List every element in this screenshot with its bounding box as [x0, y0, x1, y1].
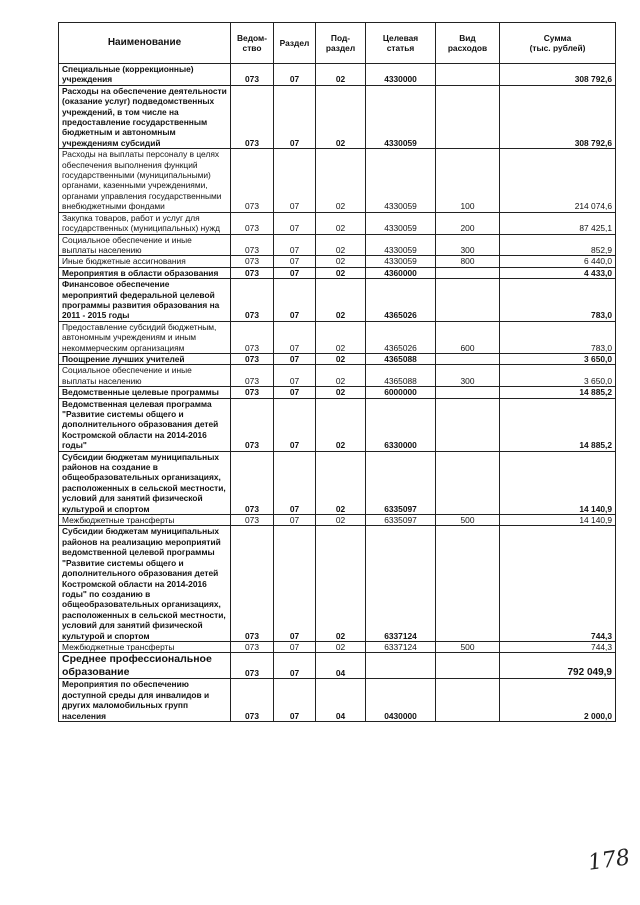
row-dept: 073 — [231, 387, 274, 398]
row-subsection: 02 — [316, 279, 366, 322]
row-name: Иные бюджетные ассигнования — [59, 256, 231, 267]
row-sum: 744,3 — [500, 526, 616, 641]
row-target: 4365026 — [366, 279, 436, 322]
row-subsection: 02 — [316, 526, 366, 641]
row-section: 07 — [274, 234, 316, 256]
row-target: 6335097 — [366, 451, 436, 514]
table-row — [59, 679, 616, 722]
row-name: Субсидии бюджетам муниципальных районов на реализацию мероприятий ведомственной целевой программы "Развитие системы общего и дополнительного образования детей Костромской области на 2014-2016 годы" по созданию в общеобразовательных организациях, расположенных в сельской местности, условий для занятий физической культурой и спортом — [59, 526, 231, 641]
row-section: 07 — [274, 365, 316, 387]
row-name: Социальное обеспечение и иные выплаты населению — [59, 365, 231, 387]
table-row — [59, 256, 616, 267]
table-row — [59, 85, 616, 148]
table-row — [59, 267, 616, 278]
row-kind — [436, 279, 500, 322]
row-name: Ведомственная целевая программа "Развитие системы общего и дополнительного образования детей Костромской области на 2014-2016 годы" — [59, 398, 231, 451]
table-row — [59, 526, 616, 641]
table-row — [59, 149, 616, 212]
row-subsection: 02 — [316, 515, 366, 526]
row-kind: 100 — [436, 149, 500, 212]
row-name: Предоставление субсидий бюджетным, автономным учреждениям и иным некоммерческим организациям — [59, 321, 231, 353]
header-subsection: Под- раздел — [316, 23, 366, 64]
row-sum: 2 000,0 — [500, 679, 616, 722]
row-target — [366, 653, 436, 679]
row-name: Финансовое обеспечение мероприятий федеральной целевой программы развития образования на 2011 - 2015 годы — [59, 279, 231, 322]
row-dept: 073 — [231, 267, 274, 278]
row-target: 4365026 — [366, 321, 436, 353]
table-row — [59, 451, 616, 514]
row-kind — [436, 398, 500, 451]
row-kind: 500 — [436, 641, 500, 652]
page-number: 178 — [586, 845, 632, 876]
header-section: Раздел — [274, 23, 316, 64]
row-name: Ведомственные целевые программы — [59, 387, 231, 398]
row-dept: 073 — [231, 64, 274, 86]
row-dept: 073 — [231, 653, 274, 679]
row-name: Специальные (коррекционные) учреждения — [59, 64, 231, 86]
header-name: Наименование — [59, 23, 231, 64]
row-kind: 600 — [436, 321, 500, 353]
row-sum: 308 792,6 — [500, 85, 616, 148]
row-name: Расходы на выплаты персоналу в целях обеспечения выполнения функций государственными (муниципальными) органами, казенными учреждениями, органами управления государственными внебюджетными фондами — [59, 149, 231, 212]
row-name: Субсидии бюджетам муниципальных районов на создание в общеобразовательных организациях, расположенных в сельской местности, условий для занятий физической культурой и спортом — [59, 451, 231, 514]
row-subsection: 02 — [316, 641, 366, 652]
row-subsection: 04 — [316, 679, 366, 722]
row-subsection: 02 — [316, 451, 366, 514]
row-section: 07 — [274, 451, 316, 514]
row-name: Закупка товаров, работ и услуг для государственных (муниципальных) нужд — [59, 212, 231, 234]
budget-table — [58, 22, 616, 722]
table-row — [59, 279, 616, 322]
row-kind: 300 — [436, 234, 500, 256]
row-target: 4330059 — [366, 234, 436, 256]
header-target: Целевая статья — [366, 23, 436, 64]
row-sum: 14 885,2 — [500, 387, 616, 398]
row-target: 6337124 — [366, 641, 436, 652]
row-subsection: 02 — [316, 267, 366, 278]
row-kind: 800 — [436, 256, 500, 267]
row-sum: 14 140,9 — [500, 515, 616, 526]
row-name: Межбюджетные трансферты — [59, 515, 231, 526]
row-sum: 744,3 — [500, 641, 616, 652]
table-row — [59, 653, 616, 679]
row-subsection: 02 — [316, 149, 366, 212]
table-row — [59, 515, 616, 526]
row-dept: 073 — [231, 641, 274, 652]
row-sum: 14 140,9 — [500, 451, 616, 514]
row-section: 07 — [274, 515, 316, 526]
row-dept: 073 — [231, 212, 274, 234]
row-kind — [436, 64, 500, 86]
row-dept: 073 — [231, 526, 274, 641]
row-name: Среднее профессиональное образование — [59, 653, 231, 679]
row-dept: 073 — [231, 365, 274, 387]
row-section: 07 — [274, 398, 316, 451]
row-section: 07 — [274, 149, 316, 212]
row-name: Межбюджетные трансферты — [59, 641, 231, 652]
row-name: Мероприятия по обеспечению доступной среды для инвалидов и других маломобильных групп населения — [59, 679, 231, 722]
table-header-row — [59, 23, 616, 64]
table-row — [59, 365, 616, 387]
row-subsection: 02 — [316, 353, 366, 364]
row-kind — [436, 85, 500, 148]
row-target: 4365088 — [366, 353, 436, 364]
row-dept: 073 — [231, 234, 274, 256]
table-row — [59, 387, 616, 398]
row-sum: 783,0 — [500, 279, 616, 322]
row-dept: 073 — [231, 398, 274, 451]
row-subsection: 02 — [316, 212, 366, 234]
row-section: 07 — [274, 85, 316, 148]
row-section: 07 — [274, 353, 316, 364]
row-section: 07 — [274, 679, 316, 722]
row-kind: 300 — [436, 365, 500, 387]
row-section: 07 — [274, 321, 316, 353]
row-target: 4360000 — [366, 267, 436, 278]
row-target: 4365088 — [366, 365, 436, 387]
row-target: 6000000 — [366, 387, 436, 398]
row-sum: 214 074,6 — [500, 149, 616, 212]
row-subsection: 02 — [316, 321, 366, 353]
row-section: 07 — [274, 212, 316, 234]
header-dept: Ведом- ство — [231, 23, 274, 64]
row-target: 6330000 — [366, 398, 436, 451]
row-kind — [436, 526, 500, 641]
row-name: Расходы на обеспечение деятельности (оказание услуг) подведомственных учреждений, в том числе на предоставление государственным бюджетным и автономным учреждениям субсидий — [59, 85, 231, 148]
row-section: 07 — [274, 256, 316, 267]
table-row — [59, 212, 616, 234]
row-section: 07 — [274, 267, 316, 278]
row-target: 6337124 — [366, 526, 436, 641]
row-target: 4330059 — [366, 256, 436, 267]
row-name: Социальное обеспечение и иные выплаты населению — [59, 234, 231, 256]
row-kind: 200 — [436, 212, 500, 234]
row-section: 07 — [274, 653, 316, 679]
row-sum: 792 049,9 — [500, 653, 616, 679]
table-row — [59, 321, 616, 353]
row-target: 4330059 — [366, 85, 436, 148]
row-sum: 6 440,0 — [500, 256, 616, 267]
table-row — [59, 353, 616, 364]
row-dept: 073 — [231, 279, 274, 322]
row-subsection: 02 — [316, 85, 366, 148]
table-row — [59, 641, 616, 652]
row-dept: 073 — [231, 679, 274, 722]
row-subsection: 02 — [316, 64, 366, 86]
row-sum: 3 650,0 — [500, 365, 616, 387]
row-target: 4330059 — [366, 149, 436, 212]
row-target: 6335097 — [366, 515, 436, 526]
row-sum: 852,9 — [500, 234, 616, 256]
row-subsection: 04 — [316, 653, 366, 679]
row-name: Мероприятия в области образования — [59, 267, 231, 278]
row-dept: 073 — [231, 321, 274, 353]
row-sum: 14 885,2 — [500, 398, 616, 451]
row-dept: 073 — [231, 149, 274, 212]
row-subsection: 02 — [316, 256, 366, 267]
row-kind — [436, 387, 500, 398]
row-kind — [436, 267, 500, 278]
row-sum: 3 650,0 — [500, 353, 616, 364]
table-row — [59, 398, 616, 451]
row-section: 07 — [274, 387, 316, 398]
row-dept: 073 — [231, 515, 274, 526]
row-kind — [436, 451, 500, 514]
row-dept: 073 — [231, 451, 274, 514]
row-kind: 500 — [436, 515, 500, 526]
row-kind — [436, 679, 500, 722]
row-name: Поощрение лучших учителей — [59, 353, 231, 364]
row-section: 07 — [274, 526, 316, 641]
row-sum: 87 425,1 — [500, 212, 616, 234]
row-section: 07 — [274, 64, 316, 86]
row-dept: 073 — [231, 353, 274, 364]
row-target: 4330059 — [366, 212, 436, 234]
row-target: 4330000 — [366, 64, 436, 86]
row-section: 07 — [274, 641, 316, 652]
row-dept: 073 — [231, 85, 274, 148]
row-dept: 073 — [231, 256, 274, 267]
row-section: 07 — [274, 279, 316, 322]
table-row — [59, 64, 616, 86]
row-sum: 308 792,6 — [500, 64, 616, 86]
row-kind — [436, 353, 500, 364]
row-kind — [436, 653, 500, 679]
row-sum: 783,0 — [500, 321, 616, 353]
row-subsection: 02 — [316, 398, 366, 451]
row-subsection: 02 — [316, 387, 366, 398]
table-row — [59, 234, 616, 256]
header-kind: Вид расходов — [436, 23, 500, 64]
row-sum: 4 433,0 — [500, 267, 616, 278]
row-subsection: 02 — [316, 234, 366, 256]
header-sum: Сумма (тыс. рублей) — [500, 23, 616, 64]
row-target: 0430000 — [366, 679, 436, 722]
row-subsection: 02 — [316, 365, 366, 387]
